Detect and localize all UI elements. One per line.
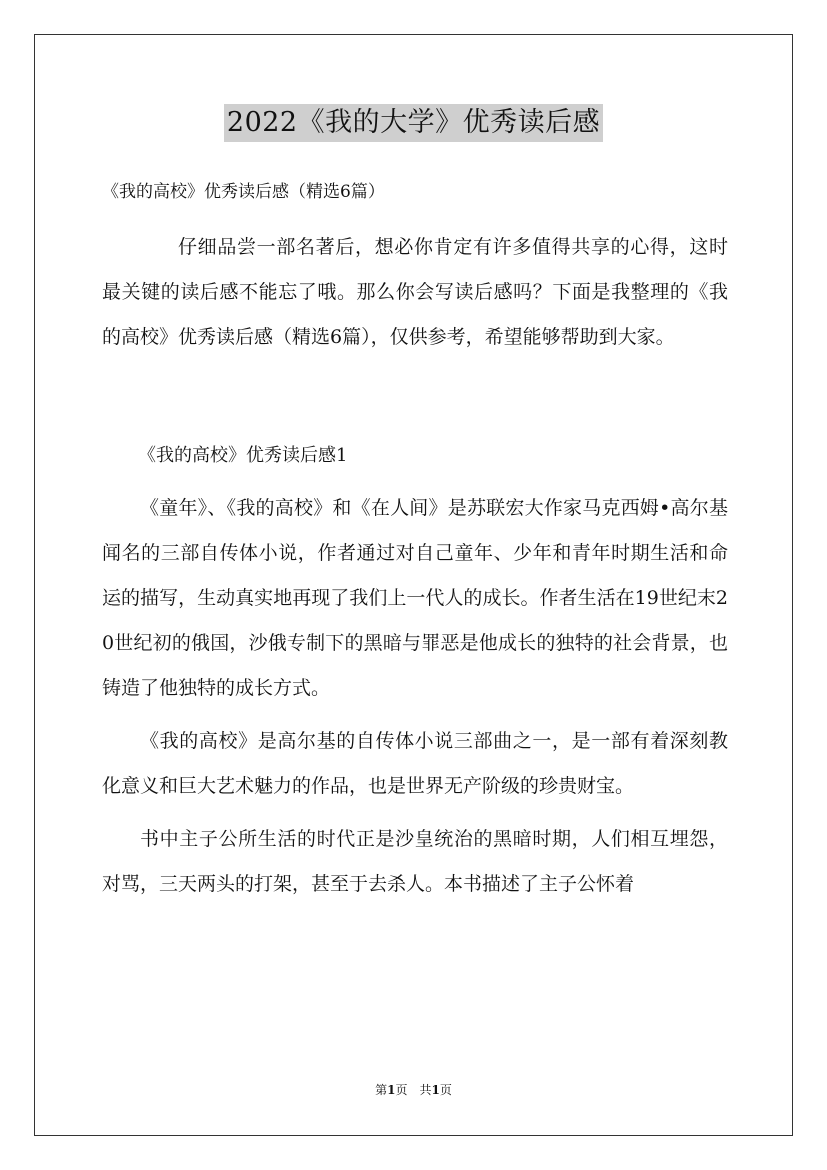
footer-mid: 页 共 [395,1083,432,1097]
footer-page-total: 1 [431,1083,440,1097]
body-paragraph-2: 《我的高校》是高尔基的自传体小说三部曲之一，是一部有着深刻教化意义和巨大艺术魅力的作品，也是世界无产阶级的珍贵财宝。 [102,730,728,797]
intro-paragraph: 仔细品尝一部名著后，想必你肯定有许多值得共享的心得，这时最关键的读后感不能忘了哦。那么你会写读后感吗？下面是我整理的《我的高校》优秀读后感（精选6篇），仅供参考，希望能够帮助到大家。 [102,236,728,348]
document-title: 2022《我的大学》优秀读后感 [224,104,603,142]
body-paragraph-1: 《童年》、《我的高校》和《在人间》是苏联宏大作家马克西姆•高尔基闻名的三部自传体小说，作者通过对自己童年、少年和青年时期生活和命运的描写，生动真实地再现了我们上一代人的成长。作者生活在19世纪末20世纪初的俄国，沙俄专制下的黑暗与罪恶是他成长的独特的社会背景，也铸造了他独特的成长方式。 [102,497,728,699]
blank-line [102,360,728,405]
page-footer [0,1082,827,1098]
footer-suffix: 页 [439,1083,452,1097]
footer-prefix: 第 [375,1083,388,1097]
document-body [102,225,728,907]
title-container [0,104,827,142]
footer-page-current: 1 [387,1083,396,1097]
document-subtitle: 《我的高校》优秀读后感（精选6篇） [102,182,385,202]
body-paragraph-3: 书中主子公所生活的时代正是沙皇统治的黑暗时期，人们相互埋怨，对骂，三天两头的打架，甚至于去杀人。本书描述了主子公怀着 [102,828,728,895]
section-heading: 《我的高校》优秀读后感1 [138,445,348,466]
